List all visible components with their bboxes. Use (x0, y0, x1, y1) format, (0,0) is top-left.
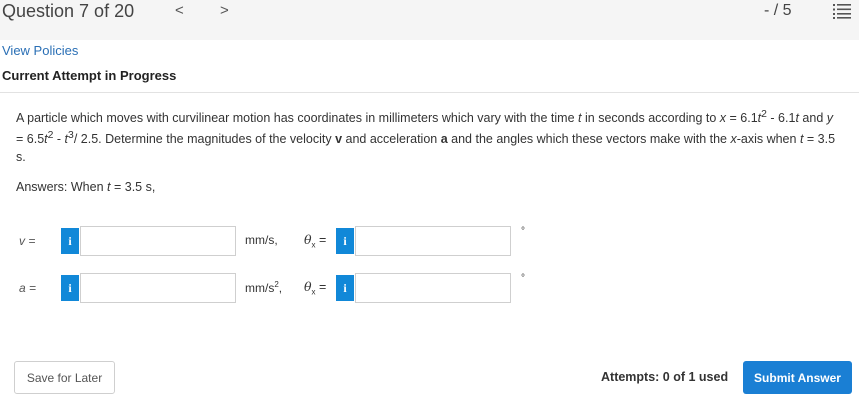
acceleration-info-button[interactable]: i (61, 275, 79, 301)
velocity-angle-input[interactable] (355, 226, 511, 256)
acceleration-angle-degree: ° (521, 273, 525, 284)
attempts-counter: Attempts: 0 of 1 used (601, 370, 729, 384)
list-icon[interactable] (833, 3, 851, 19)
view-policies-link[interactable]: View Policies (2, 43, 79, 58)
velocity-angle-info-button[interactable]: i (336, 228, 354, 254)
answers-intro: Answers: When t = 3.5 s, (16, 180, 156, 194)
velocity-angle-label: $\theta_x$ = (304, 232, 327, 250)
question-title: Question 7 of 20 (2, 1, 135, 21)
attempt-status: Current Attempt in Progress (2, 68, 177, 83)
acceleration-angle-label: $\theta_x$ = (304, 279, 327, 297)
acceleration-answer-row (0, 273, 859, 303)
velocity-input[interactable] (80, 226, 236, 256)
velocity-angle-degree: ° (521, 226, 525, 237)
acceleration-label: a = (19, 281, 37, 295)
acceleration-unit: $mm/s^2$, (245, 280, 283, 295)
velocity-unit: mm/s, (245, 233, 278, 247)
question-text: A particle which moves with curvilinear motion has coordinates in millimeters which vary with the time t in seconds according to $x = 6.1t^2 - 6.1t$ and $y = 6.5t^2 - t^3/$ 2.5. Determine the magnitudes of the velocity v and acceleration a and the angles which these vectors make with the x-axis when t = 3.5 s. (16, 109, 836, 165)
save-for-later-button[interactable]: Save for Later (14, 361, 115, 394)
acceleration-angle-info-button[interactable]: i (336, 275, 354, 301)
submit-answer-button[interactable]: Submit Answer (743, 361, 852, 394)
velocity-label: v = (19, 234, 36, 248)
next-question-button[interactable]: > (220, 2, 229, 19)
divider (0, 92, 859, 93)
acceleration-angle-input[interactable] (355, 273, 511, 303)
previous-question-button[interactable]: < (175, 2, 184, 19)
question-score: - / 5 (764, 2, 792, 19)
velocity-answer-row (0, 226, 859, 256)
question-header-bar (0, 0, 859, 40)
acceleration-input[interactable] (80, 273, 236, 303)
velocity-info-button[interactable]: i (61, 228, 79, 254)
